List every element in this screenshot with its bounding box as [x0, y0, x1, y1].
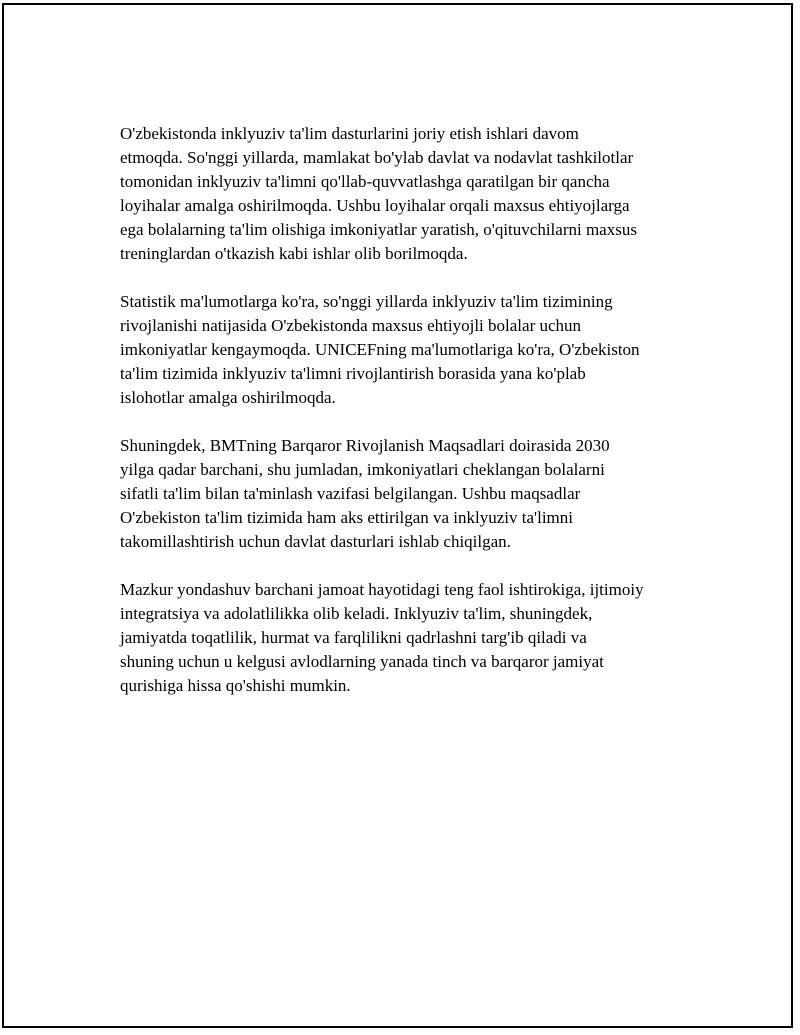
document-page: [2, 3, 793, 1028]
paragraph-2: Statistik ma'lumotlarga ko'ra, so'nggi yillarda inklyuziv ta'lim tizimining rivojlanishi natijasida O'zbekistonda maxsus ehtiyojli bolalar uchun imkoniyatlar kengaymoqda. UNICEFning ma'lumotlariga ko'ra, O'zbekiston ta'lim tizimida inklyuziv ta'limni rivojlantirish borasida yana ko'plab islohotlar amalga oshirilmoqda.: [120, 292, 640, 407]
document-body: [120, 122, 690, 722]
paragraph-1: O'zbekistonda inklyuziv ta'lim dasturlarini joriy etish ishlari davom etmoqda. So'nggi yillarda, mamlakat bo'ylab davlat va nodavlat tashkilotlar tomonidan inklyuziv ta'limni qo'llab-quvvatlashga qaratilgan bir qancha loyihalar amalga oshirilmoqda. Ushbu loyihalar orqali maxsus ehtiyojlarga ega bolalarning ta'lim olishiga imkoniyatlar yaratish, o'qituvchilarni maxsus treninglardan o'tkazish kabi ishlar olib borilmoqda.: [120, 124, 637, 263]
paragraph-4: Mazkur yondashuv barchani jamoat hayotidagi teng faol ishtirokiga, ijtimoiy integratsiya va adolatlilikka olib keladi. Inklyuziv ta'lim, shuningdek, jamiyatda toqatlilik, hurmat va farqlilikni qadrlashni targ'ib qiladi va shuning uchun u kelgusi avlodlarning yanada tinch va barqaror jamiyat qurishiga hissa qo'shishi mumkin.: [120, 580, 644, 695]
paragraph-3: Shuningdek, BMTning Barqaror Rivojlanish Maqsadlari doirasida 2030 yilga qadar barchani, shu jumladan, imkoniyatlari cheklangan bolalarni sifatli ta'lim bilan ta'minlash vazifasi belgilangan. Ushbu maqsadlar O'zbekiston ta'lim tizimida ham aks ettirilgan va inklyuziv ta'limni takomillashtirish uchun davlat dasturlari ishlab chiqilgan.: [120, 436, 610, 551]
